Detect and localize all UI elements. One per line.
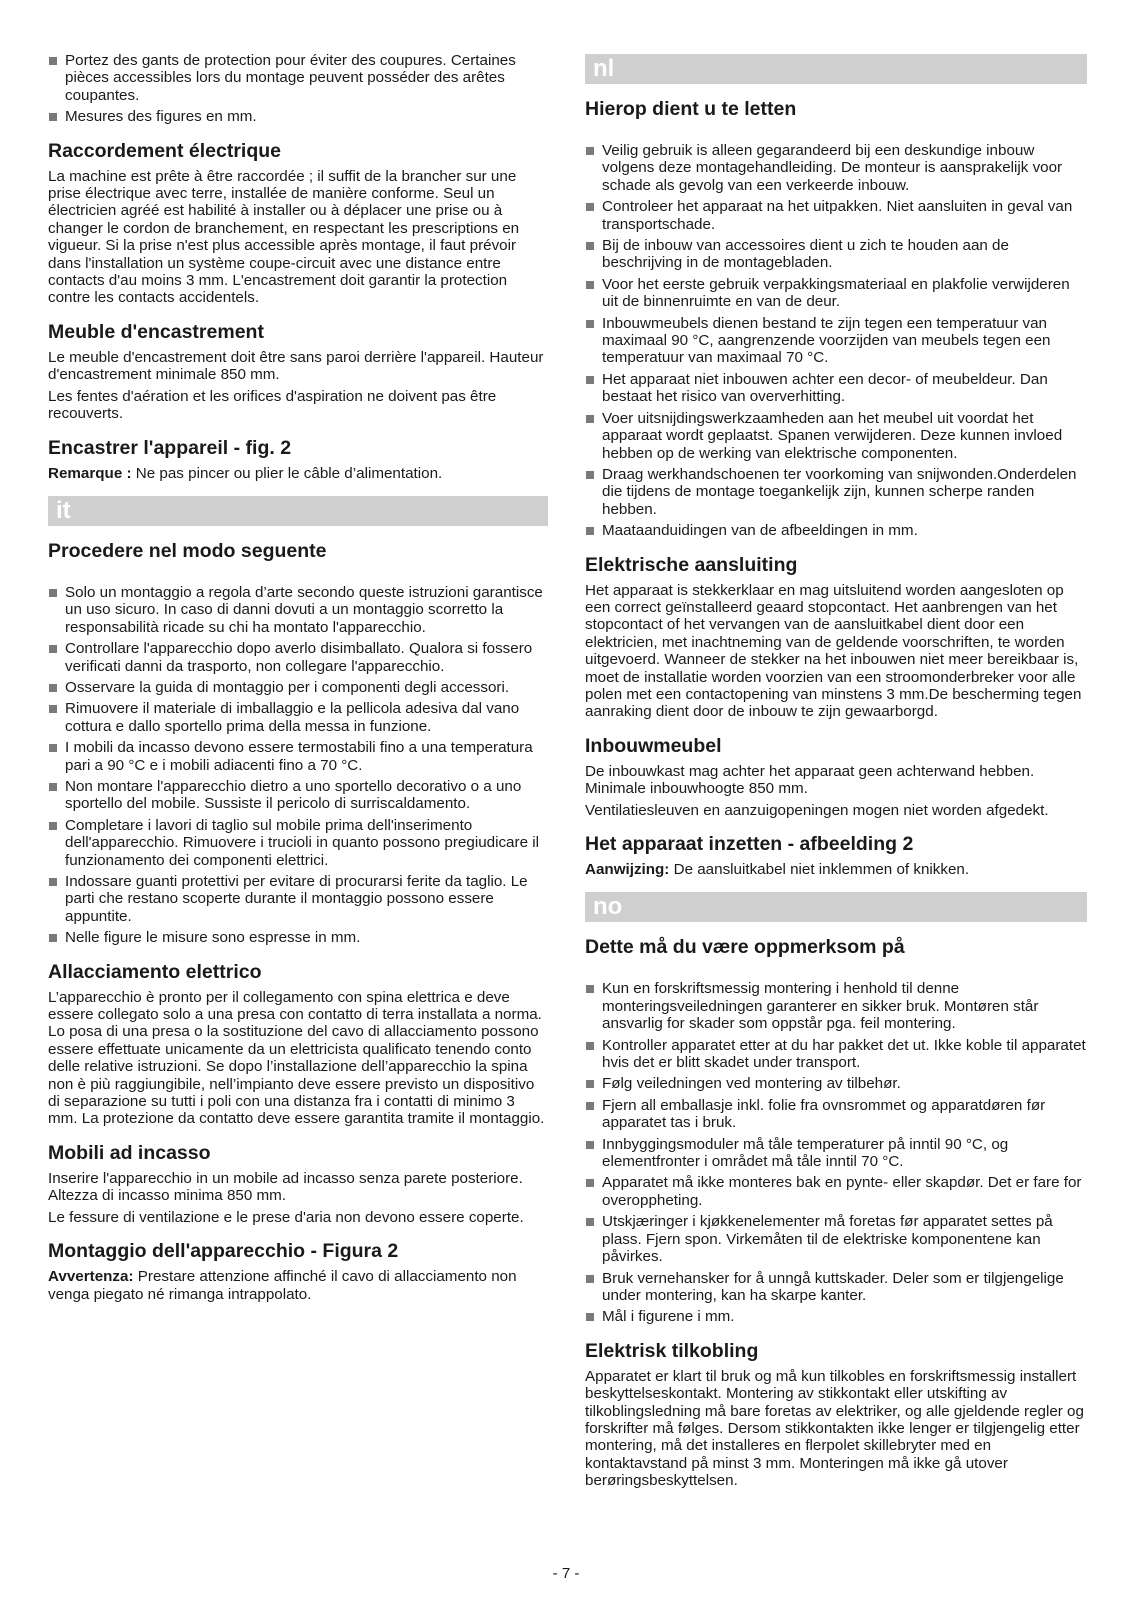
nl-cabinet-heading: Inbouwmeubel [585, 734, 722, 757]
list-item: Innbyggingsmoduler må tåle temperaturer på inntil 90 °C, og elementfronter i området må tåle inntil 70 °C. [585, 1136, 1087, 1171]
language-bar-no: no [585, 892, 1087, 922]
note-text: Prestare attenzione affinché il cavo di allacciamento non venga piegato né rimanga intrappolato. [48, 1268, 517, 1303]
it-intro-heading: Procedere nel modo seguente [48, 539, 327, 562]
it-electrical-heading: Allacciamento elettrico [48, 960, 262, 983]
fr-bullet-list [48, 52, 548, 126]
nl-cabinet-text-1: De inbouwkast mag achter het apparaat geen achterwand hebben. Minimale inbouwhoogte 850 mm. [585, 762, 1035, 798]
language-bar-it: it [48, 496, 548, 526]
fr-install-note [48, 465, 548, 482]
list-item: Voer uitsnijdingswerkzaamheden aan het meubel uit voordat het apparaat wordt geplaatst. Spanen verwijderen. Deze kunnen invloed hebben op de werking van elektrische componenten. [585, 410, 1087, 462]
nl-electrical-heading: Elektrische aansluiting [585, 553, 798, 576]
list-item: I mobili da incasso devono essere termostabili fino a una temperatura pari a 90 °C e i mobili adiacenti fino a 70 °C. [48, 739, 548, 774]
note-label: Remarque : [48, 464, 132, 482]
page-number: - 7 - [552, 1565, 580, 1582]
list-item: Draag werkhandschoenen ter voorkoming van snijwonden.Onderdelen die tijdens de montage toegankelijk zijn, kunnen scherpe randen hebben. [585, 466, 1087, 518]
nl-cabinet-text-2: Ventilatiesleuven en aanzuigopeningen mogen niet worden afgedekt. [585, 801, 1049, 819]
list-item: Completare i lavori di taglio sul mobile prima dell'inserimento dell'apparecchio. Rimuovere i trucioli in quanto possono pregiudicare il funzionamento dei componenti elettrici. [48, 817, 548, 869]
list-item: Fjern all emballasje inkl. folie fra ovnsrommet og apparatdøren før apparatet tas i bruk. [585, 1097, 1087, 1132]
list-item: Veilig gebruik is alleen gegarandeerd bij een deskundige inbouw volgens deze montagehandleiding. De monteur is aansprakelijk voor schade als gevolg van een verkeerde inbouw. [585, 142, 1087, 194]
list-item: Bij de inbouw van accessoires dient u zich te houden aan de beschrijving in de montagebladen. [585, 237, 1087, 272]
nl-bullet-list [585, 142, 1087, 540]
list-item: Mål i figurene i mm. [585, 1308, 1087, 1325]
list-item: Controllare l'apparecchio dopo averlo disimballato. Qualora si fossero verificati danni da trasporto, non collegare l'apparecchio. [48, 640, 548, 675]
note-text: Ne pas pincer ou plier le câble d’alimentation. [131, 464, 443, 482]
list-item: Maataanduidingen van de afbeeldingen in mm. [585, 522, 1087, 539]
list-item: Inbouwmeubels dienen bestand te zijn tegen een temperatuur van maximaal 90 °C, aangrenzende voorzijden van meubels tegen een temperatuur van maximaal 70 °C. [585, 315, 1087, 367]
it-cabinet-heading: Mobili ad incasso [48, 1141, 211, 1164]
right-column [585, 52, 1087, 1490]
list-item: Bruk vernehansker for å unngå kuttskader. Deler som er tilgjengelige under montering, kan ha skarpe kanter. [585, 1270, 1087, 1305]
it-cabinet-text-1: Inserire l'apparecchio in un mobile ad incasso senza parete posteriore. Altezza di incasso minima 850 mm. [48, 1169, 523, 1205]
fr-cabinet-heading: Meuble d'encastrement [48, 320, 264, 343]
nl-install-note [585, 861, 1087, 878]
list-item: Rimuovere il materiale di imballaggio e la pellicola adesiva dal vano cottura e dallo sportello prima della messa in funzione. [48, 700, 548, 735]
no-electrical-heading: Elektrisk tilkobling [585, 1339, 759, 1362]
nl-electrical-text: Het apparaat is stekkerklaar en mag uitsluitend worden aangesloten op een correct geïnstalleerd geaard stopcontact. Het aanbrengen van het stopcontact of het vervangen van de aansluitkabel dient door een elektricien, met inachtneming van de geldende voorschriften, te worden uitgevoerd. Wanneer de stekker na het inbouwen niet meer bereikbaar is, moet de installatie worden voorzien van een stroomonderbreker voor alle polen met een contactopening van minstens 3 mm.De bescherming tegen aanraking dient door de inbouw te zijn gewaarborgd. [585, 581, 1082, 721]
list-item: Het apparaat niet inbouwen achter een decor- of meubeldeur. Dan bestaat het risico van oververhitting. [585, 371, 1087, 406]
nl-install-heading: Het apparaat inzetten - afbeelding 2 [585, 833, 914, 855]
list-item: Nelle figure le misure sono espresse in mm. [48, 929, 548, 946]
no-electrical-text: Apparatet er klart til bruk og må kun tilkobles en forskriftsmessig installert beskyttelseskontakt. Montering av stikkontakt eller utskifting av tilkoblingsledning må bare foretas av elektriker, og alle gjeldende regler og forskrifter må følges. Dersom stikkontakten ikke lenger er tilgjengelig etter montering, må det installeres en flerpolet skillebryter med en kontaktavstand på minst 3 mm. Monteringen må ikke gå utover berøringsbeskyttelsen. [585, 1367, 1084, 1490]
list-item: Mesures des figures en mm. [48, 108, 548, 125]
note-label: Avvertenza: [48, 1268, 134, 1286]
it-cabinet-text-2: Le fessure di ventilazione e le prese d'aria non devono essere coperte. [48, 1208, 524, 1226]
left-column [48, 52, 548, 1303]
list-item: Osservare la guida di montaggio per i componenti degli accessori. [48, 679, 548, 696]
list-item: Kun en forskriftsmessig montering i henhold til denne monteringsveiledningen garanterer en sikker bruk. Montøren står ansvarlig for skader som oppstår pga. feil montering. [585, 980, 1087, 1032]
list-item: Portez des gants de protection pour éviter des coupures. Certaines pièces accessibles lors du montage peuvent posséder des arêtes coupantes. [48, 52, 548, 104]
list-item: Indossare guanti protettivi per evitare di procurarsi ferite da taglio. Le parti che restano scoperte durante il montaggio possono essere appuntite. [48, 873, 548, 925]
list-item: Voor het eerste gebruik verpakkingsmateriaal en plakfolie verwijderen uit de binnenruimte en van de deur. [585, 276, 1087, 311]
list-item: Non montare l'apparecchio dietro a uno sportello decorativo o a uno sportello del mobile. Sussiste il pericolo di surriscaldamento. [48, 778, 548, 813]
fr-electrical-heading: Raccordement électrique [48, 139, 282, 162]
note-text: De aansluitkabel niet inklemmen of knikken. [669, 861, 970, 878]
list-item: Apparatet må ikke monteres bak en pynte- eller skapdør. Det er fare for overoppheting. [585, 1174, 1087, 1209]
fr-install-heading: Encastrer l'appareil - fig. 2 [48, 436, 292, 459]
list-item: Controleer het apparaat na het uitpakken. Niet aansluiten in geval van transportschade. [585, 198, 1087, 233]
language-bar-nl: nl [585, 54, 1087, 84]
list-item: Solo un montaggio a regola d’arte secondo queste istruzioni garantisce un uso sicuro. In caso di danni dovuti a un montaggio scorretto la responsabilità ricade su chi ha montato l'apparecchio. [48, 584, 548, 636]
it-install-note [48, 1268, 548, 1303]
it-electrical-text: L’apparecchio è pronto per il collegamento con spina elettrica e deve essere collegato solo a una presa con contatto di terra installata a norma. Lo posa di una presa o la sostituzione del cavo di allacciamento possono essere effettuate unicamente da un elettricista qualificato tenendo conto delle relative istruzioni. Se dopo l’installazione dell’apparecchio la spina non è più raggiungibile, nell’impianto deve essere previsto un dispositivo di separazione su tutti i poli con una distanza fra i contatti di minimo 3 mm. La protezione da contatto deve essere garantita tramite il montaggio. [48, 988, 545, 1128]
note-label: Aanwijzing: [585, 861, 670, 878]
nl-intro-heading: Hierop dient u te letten [585, 98, 797, 120]
fr-electrical-text: La machine est prête à être raccordée ; il suffit de la brancher sur une prise électrique avec terre, installée de manière conforme. Seul un électricien agréé est habilité à installer ou à déplacer une prise ou à changer le cordon de branchement, en respectant les prescriptions en vigueur. Si la prise n'est plus accessible après montage, il faut prévoir dans l'installation un système coupe-circuit avec une distance entre contacts d'au moins 3 mm. L'encastrement doit garantir la protection contre les contacts accidentels. [48, 167, 520, 307]
fr-cabinet-text-1: Le meuble d'encastrement doit être sans paroi derrière l'appareil. Hauteur d'encastrement minimale 850 mm. [48, 348, 544, 384]
list-item: Følg veiledningen ved montering av tilbehør. [585, 1075, 1087, 1092]
fr-cabinet-text-2: Les fentes d'aération et les orifices d'aspiration ne doivent pas être recouverts. [48, 387, 497, 423]
it-install-heading: Montaggio dell'apparecchio - Figura 2 [48, 1240, 399, 1263]
no-bullet-list [585, 980, 1087, 1325]
list-item: Kontroller apparatet etter at du har pakket det ut. Ikke koble til apparatet hvis det er blitt skadet under transport. [585, 1037, 1087, 1072]
it-bullet-list [48, 584, 548, 947]
no-intro-heading: Dette må du være oppmerksom på [585, 936, 905, 959]
list-item: Utskjæringer i kjøkkenelementer må foretas før apparatet settes på plass. Fjern spon. Virkemåten til de elektriske komponentene kan påvirkes. [585, 1213, 1087, 1265]
